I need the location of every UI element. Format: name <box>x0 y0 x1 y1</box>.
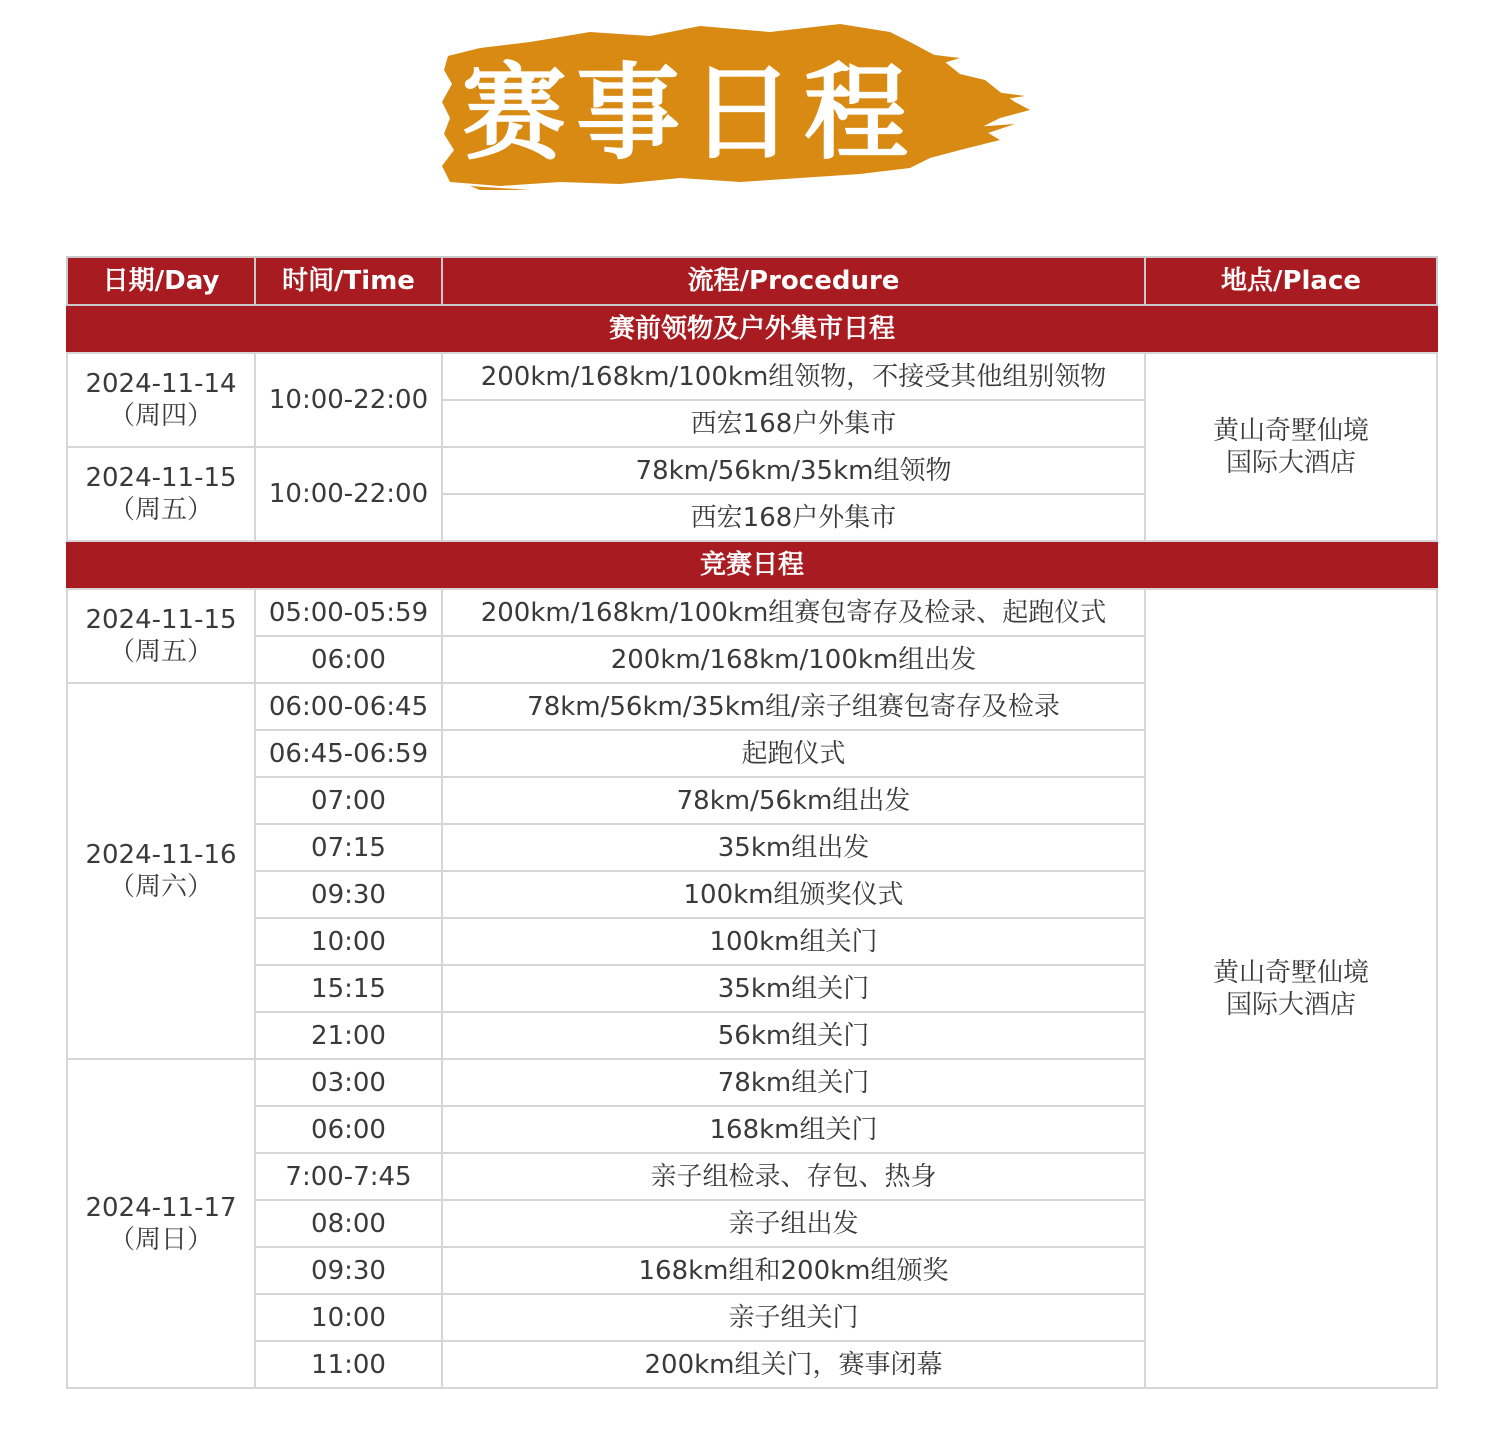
procedure-cell: 西宏168户外集市 <box>442 494 1145 541</box>
date-text: 2024-11-14 <box>85 369 237 399</box>
weekday-text: （周四） <box>108 401 213 431</box>
section-title: 竞赛日程 <box>67 541 1437 589</box>
time-cell: 15:15 <box>255 965 442 1012</box>
weekday-text: （周五） <box>108 637 213 667</box>
procedure-cell: 56km组关门 <box>442 1012 1145 1059</box>
table-row <box>67 589 1437 636</box>
date-cell <box>67 683 255 1059</box>
time-cell: 10:00-22:00 <box>255 353 442 447</box>
procedure-cell: 78km/56km/35km组/亲子组赛包寄存及检录 <box>442 683 1145 730</box>
procedure-cell: 亲子组出发 <box>442 1200 1145 1247</box>
place-cell <box>1145 589 1437 1388</box>
procedure-cell: 168km组关门 <box>442 1106 1145 1153</box>
time-cell: 06:00 <box>255 636 442 683</box>
date-cell <box>67 447 255 541</box>
date-text: 2024-11-16 <box>85 840 237 870</box>
time-cell: 10:00 <box>255 1294 442 1341</box>
time-cell: 09:30 <box>255 1247 442 1294</box>
date-text: 2024-11-17 <box>85 1192 237 1223</box>
procedure-cell: 78km/56km组出发 <box>442 777 1145 824</box>
time-cell: 10:00 <box>255 918 442 965</box>
time-cell: 05:00-05:59 <box>255 589 442 636</box>
procedure-cell: 200km组关门，赛事闭幕 <box>442 1341 1145 1388</box>
procedure-cell: 亲子组关门 <box>442 1294 1145 1341</box>
place-line-1: 黄山奇墅仙境 <box>1212 957 1369 988</box>
time-cell: 07:00 <box>255 777 442 824</box>
time-cell: 21:00 <box>255 1012 442 1059</box>
procedure-cell: 35km组关门 <box>442 965 1145 1012</box>
time-cell: 07:15 <box>255 824 442 871</box>
weekday-text: （周六） <box>108 872 213 902</box>
place-cell <box>1145 353 1437 541</box>
header-day: 日期/Day <box>67 257 255 305</box>
time-cell: 08:00 <box>255 1200 442 1247</box>
section-row-race <box>67 541 1437 589</box>
procedure-cell: 200km/168km/100km组出发 <box>442 636 1145 683</box>
procedure-cell: 起跑仪式 <box>442 730 1145 777</box>
procedure-cell: 168km组和200km组颁奖 <box>442 1247 1145 1294</box>
procedure-cell: 35km组出发 <box>442 824 1145 871</box>
date-cell <box>67 353 255 447</box>
place-line-2: 国际大酒店 <box>1225 448 1356 478</box>
header-procedure: 流程/Procedure <box>442 257 1145 305</box>
procedure-cell: 100km组关门 <box>442 918 1145 965</box>
procedure-cell: 100km组颁奖仪式 <box>442 871 1145 918</box>
weekday-text: （周五） <box>108 495 213 525</box>
section-row-prerace <box>67 305 1437 353</box>
weekday-text: （周日） <box>108 1224 213 1255</box>
table-row <box>67 353 1437 400</box>
procedure-cell: 200km/168km/100km组赛包寄存及检录、起跑仪式 <box>442 589 1145 636</box>
page-title: 赛事日程 <box>461 51 918 174</box>
procedure-cell: 78km/56km/35km组领物 <box>442 447 1145 494</box>
section-title: 赛前领物及户外集市日程 <box>67 305 1437 353</box>
time-cell: 06:00 <box>255 1106 442 1153</box>
time-cell: 7:00-7:45 <box>255 1153 442 1200</box>
date-text: 2024-11-15 <box>85 463 237 493</box>
date-cell <box>67 1059 255 1388</box>
time-cell: 11:00 <box>255 1341 442 1388</box>
time-cell: 10:00-22:00 <box>255 447 442 541</box>
procedure-cell: 亲子组检录、存包、热身 <box>442 1153 1145 1200</box>
date-cell <box>67 589 255 683</box>
time-cell: 09:30 <box>255 871 442 918</box>
header-time: 时间/Time <box>255 257 442 305</box>
header-place: 地点/Place <box>1145 257 1437 305</box>
time-cell: 06:00-06:45 <box>255 683 442 730</box>
place-line-2: 国际大酒店 <box>1225 989 1356 1020</box>
procedure-cell: 西宏168户外集市 <box>442 400 1145 447</box>
procedure-cell: 78km组关门 <box>442 1059 1145 1106</box>
date-text: 2024-11-15 <box>85 605 237 635</box>
time-cell: 06:45-06:59 <box>255 730 442 777</box>
table-header-row <box>67 257 1437 305</box>
schedule-table <box>66 256 1438 1389</box>
procedure-cell: 200km/168km/100km组领物，不接受其他组别领物 <box>442 353 1145 400</box>
title-banner <box>440 18 1030 190</box>
place-line-1: 黄山奇墅仙境 <box>1212 416 1369 446</box>
time-cell: 03:00 <box>255 1059 442 1106</box>
